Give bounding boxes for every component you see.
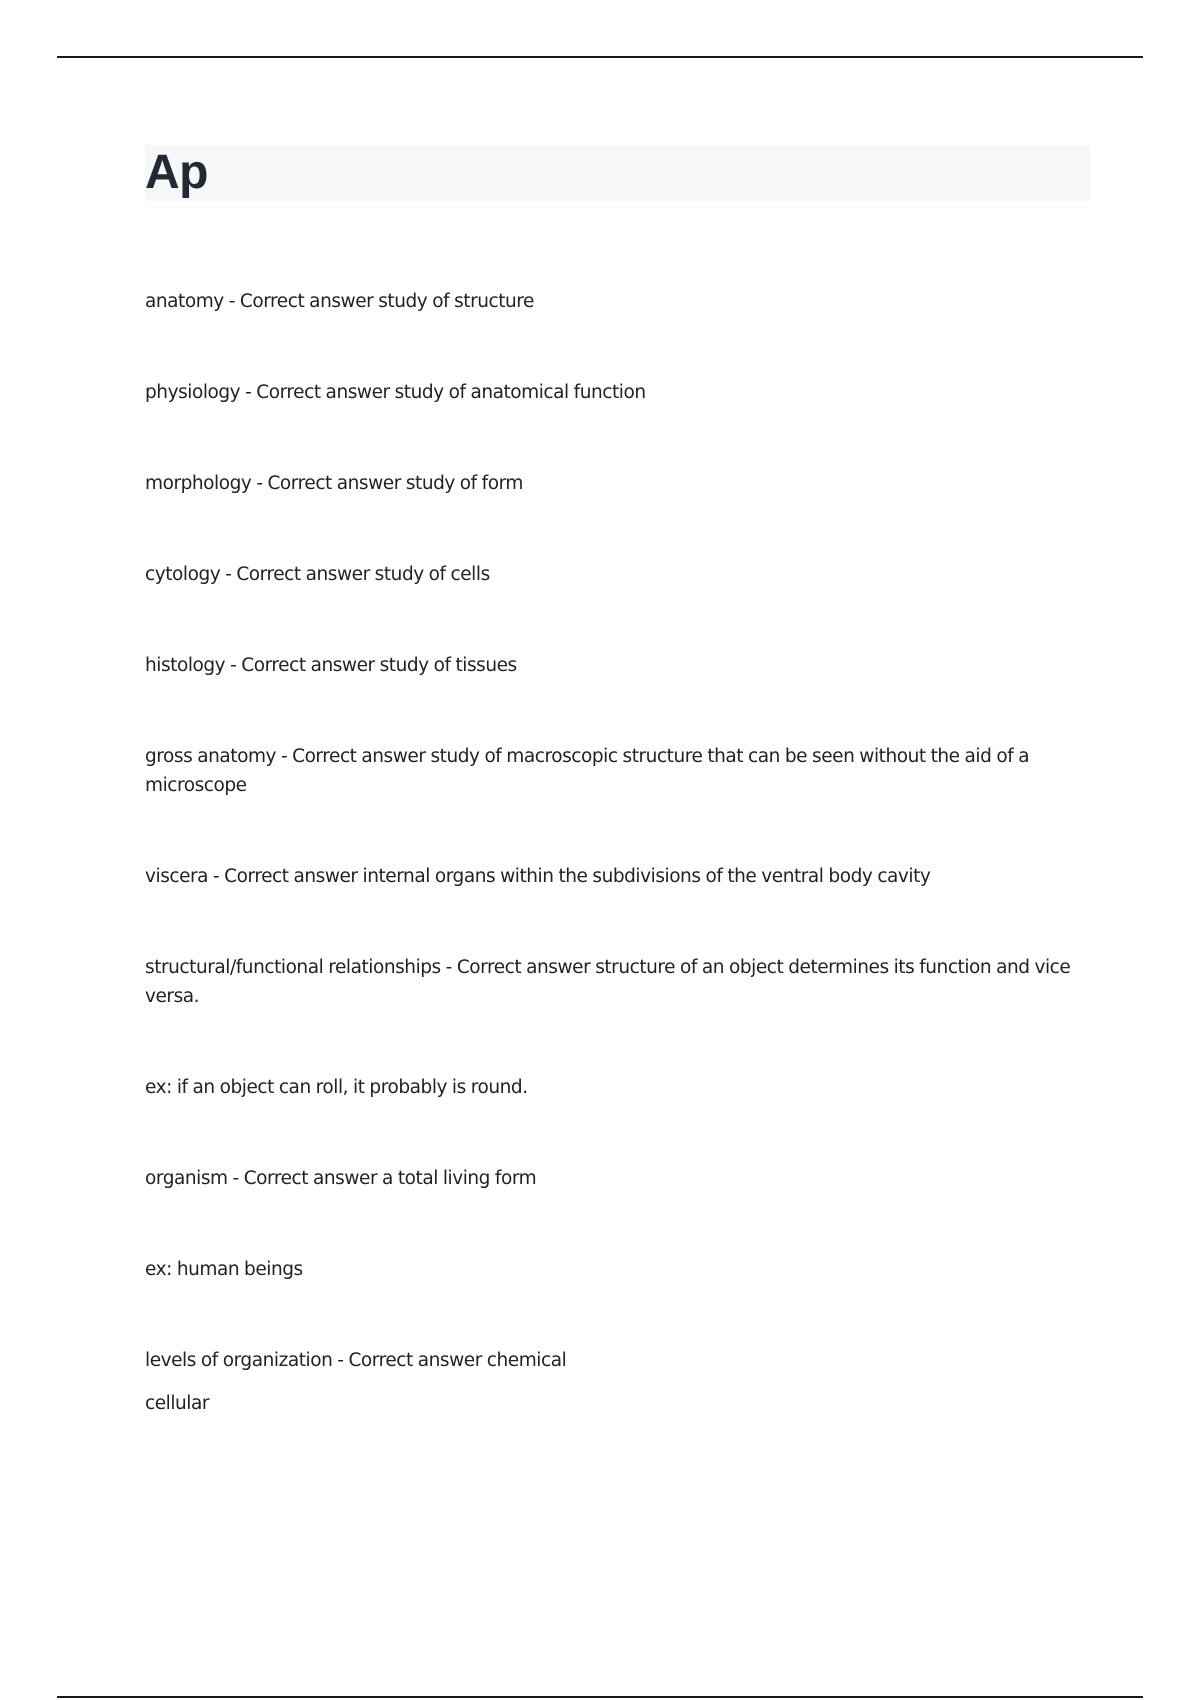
entry-example-roll: ex: if an object can roll, it probably is round. <box>145 1077 528 1098</box>
entry-levels-of-organization: levels of organization - Correct answer chemical <box>145 1350 567 1371</box>
entry-physiology: physiology - Correct answer study of anatomical function <box>145 382 646 403</box>
entry-structural-functional: structural/functional relationships - Correct answer structure of an object determines its function and vice versa. <box>145 957 1071 1007</box>
entry-morphology: morphology - Correct answer study of form <box>145 473 524 494</box>
entry-viscera: viscera - Correct answer internal organs within the subdivisions of the ventral body cavity <box>145 866 931 887</box>
entry-list <box>145 287 1090 1418</box>
page-content <box>145 145 1090 1480</box>
entry-example-human: ex: human beings <box>145 1259 303 1280</box>
top-rule <box>57 56 1143 58</box>
entry-cellular: cellular <box>145 1393 210 1414</box>
entry-gross-anatomy: gross anatomy - Correct answer study of macroscopic structure that can be seen without the aid of a microscope <box>145 746 1030 796</box>
entry-anatomy: anatomy - Correct answer study of structure <box>145 291 534 312</box>
entry-histology: histology - Correct answer study of tissues <box>145 655 517 676</box>
entry-organism: organism - Correct answer a total living form <box>145 1168 537 1189</box>
title-band <box>145 145 1090 201</box>
entry-cytology: cytology - Correct answer study of cells <box>145 564 490 585</box>
bottom-rule <box>57 1696 1143 1698</box>
page-title: Ap <box>145 146 208 199</box>
